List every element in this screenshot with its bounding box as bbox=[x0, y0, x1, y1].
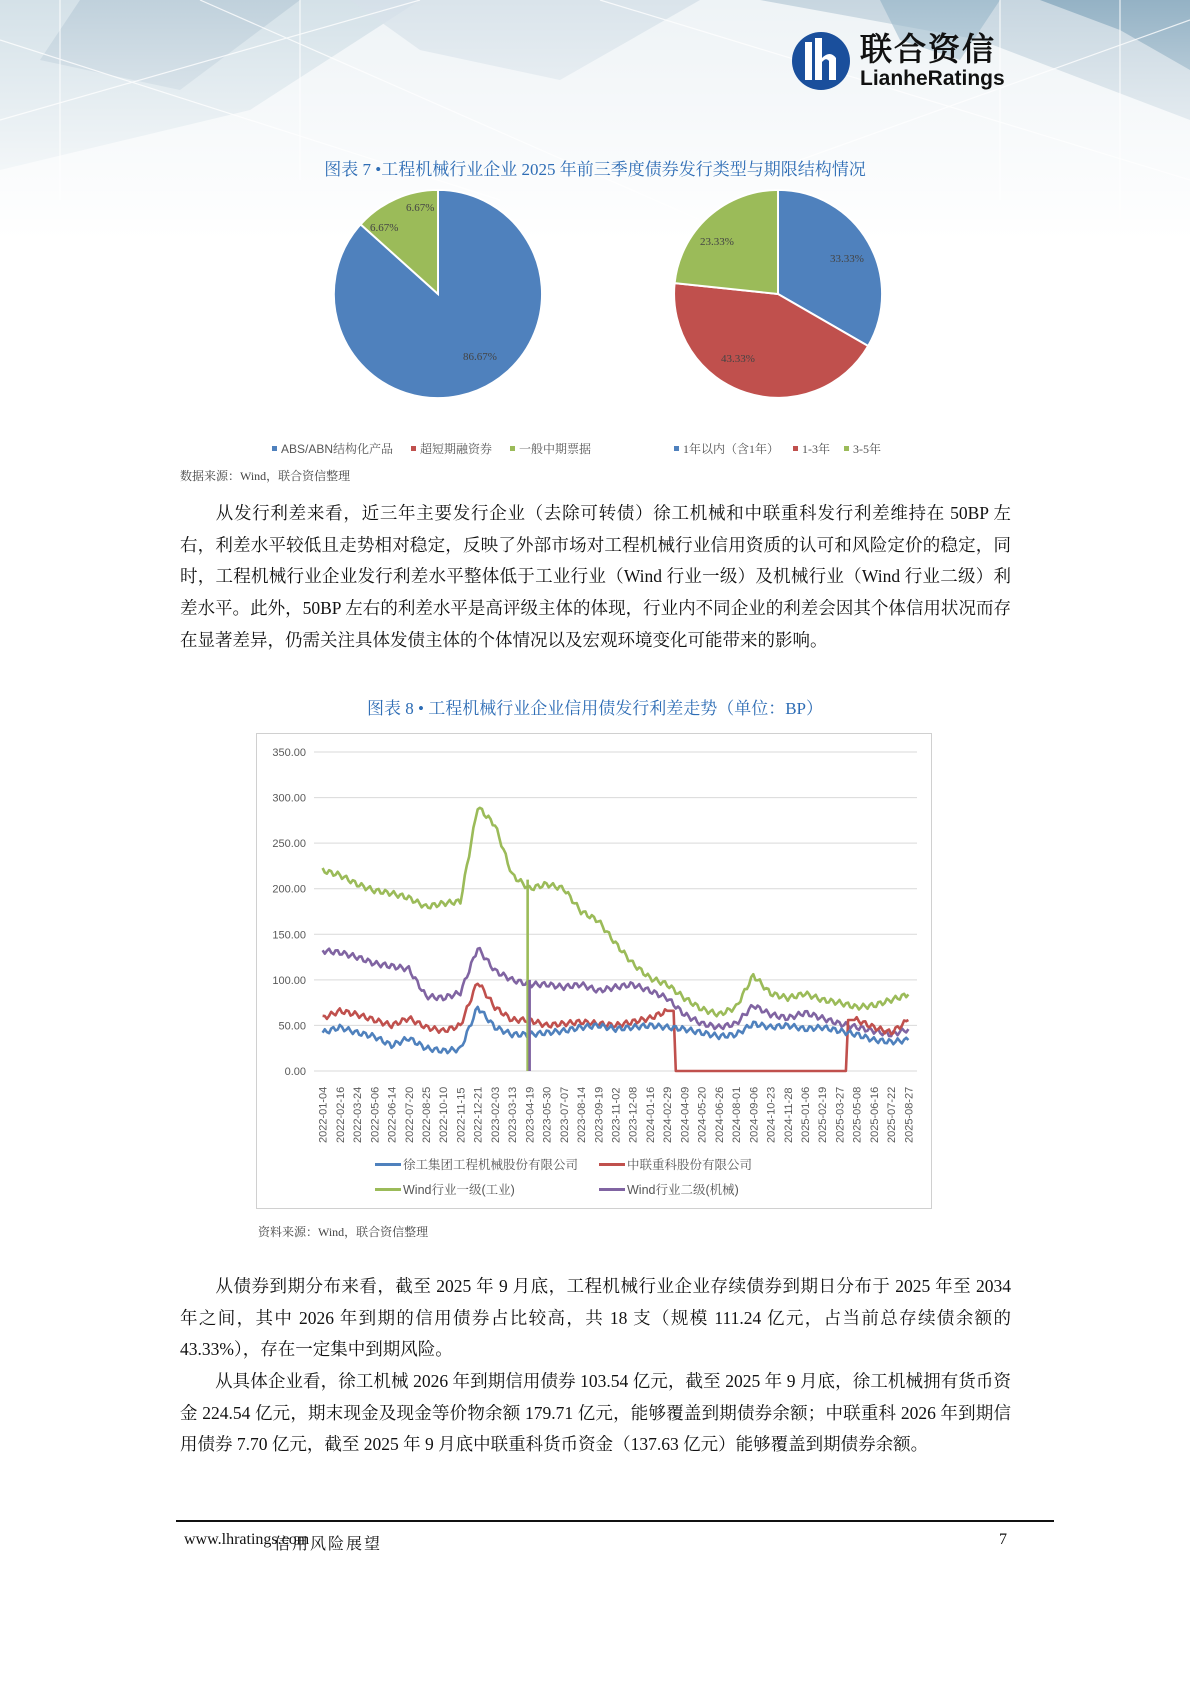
pie2-label-within-1y: 33.33% bbox=[830, 253, 864, 265]
y-tick-label: 150.00 bbox=[272, 929, 306, 942]
x-tick-label: 2024-10-23 bbox=[765, 1086, 778, 1143]
logo-chinese-name: 联合资信 bbox=[860, 30, 997, 68]
x-tick-label: 2025-08-27 bbox=[903, 1086, 916, 1143]
footer-divider bbox=[176, 1520, 1054, 1522]
paragraph-maturity-distribution: 从债券到期分布来看，截至 2025 年 9 月底，工程机械行业企业存续债券到期日分布于 2025 年至 2034 年之间，其中 2026 年到期的信用债券占比较高，共 18 支（规模 111.24 亿元，占当前总存续债余额的 43.33%），存在一定集中到期风险。 bbox=[180, 1276, 1011, 1360]
y-tick-label: 100.00 bbox=[272, 974, 306, 987]
legend-swatch-green bbox=[844, 446, 849, 451]
pie1-legend bbox=[272, 440, 591, 457]
x-tick-label: 2022-06-14 bbox=[386, 1086, 399, 1143]
x-tick-label: 2025-06-16 bbox=[868, 1086, 881, 1143]
x-tick-label: 2023-09-19 bbox=[593, 1086, 606, 1143]
y-tick-label: 200.00 bbox=[272, 883, 306, 896]
x-tick-label: 2024-05-20 bbox=[696, 1086, 709, 1143]
figure8-source: 资料来源：Wind，联合资信整理 bbox=[258, 1225, 429, 1239]
x-tick-label: 2022-03-24 bbox=[352, 1086, 365, 1143]
x-tick-label: 2024-09-06 bbox=[748, 1086, 761, 1143]
series-line bbox=[323, 1007, 909, 1053]
pie1-label-scp: 6.67% bbox=[370, 222, 399, 234]
x-tick-label: 2023-05-30 bbox=[541, 1086, 554, 1143]
legend-swatch-blue bbox=[674, 446, 679, 451]
x-tick-label: 2025-02-19 bbox=[817, 1086, 830, 1143]
legend-line-blue bbox=[375, 1163, 401, 1166]
page-number: 7 bbox=[999, 1531, 1007, 1548]
figure8-caption: 图表 8 • 工程机械行业企业信用债发行利差走势（单位：BP） bbox=[367, 699, 823, 718]
legend-item-3-5y: 3-5年 bbox=[844, 440, 881, 457]
legend-line-red bbox=[599, 1163, 625, 1166]
legend-item-mtn: 一般中期票据 bbox=[510, 440, 591, 457]
x-tick-label: 2022-01-04 bbox=[317, 1086, 330, 1143]
x-tick-label: 2023-08-14 bbox=[576, 1086, 589, 1143]
legend-item-within-1y: 1年以内（含1年） bbox=[674, 440, 779, 457]
x-tick-label: 2024-04-09 bbox=[679, 1086, 692, 1143]
paragraph-company-liquidity: 从具体企业看，徐工机械 2026 年到期信用债券 103.54 亿元，截至 2025 年 9 月底，徐工机械拥有货币资金 224.54 亿元，期末现金及现金等价物余额 179.71 亿元，能够覆盖到期债券余额；中联重科 2026 年到期信用债券 7.70 亿元，截至 2025 年 9 月底中联重科货币资金（137.63 亿元）能够覆盖到期债券余额。 bbox=[180, 1371, 1011, 1455]
legend-swatch-red bbox=[793, 446, 798, 451]
y-tick-label: 300.00 bbox=[272, 792, 306, 805]
logo-english-name: LianheRatings bbox=[860, 67, 1005, 90]
x-tick-label: 2024-06-26 bbox=[713, 1086, 726, 1143]
x-tick-label: 2025-05-08 bbox=[851, 1086, 864, 1143]
lianhe-ratings-logo bbox=[790, 30, 1005, 92]
y-tick-label: 0.00 bbox=[284, 1066, 306, 1078]
x-tick-label: 2022-08-25 bbox=[420, 1086, 433, 1143]
spread-trend-line-chart bbox=[256, 733, 932, 1209]
legend-item-xcmg: 徐工集团工程机械股份有限公司 bbox=[375, 1155, 578, 1173]
pie2-legend bbox=[674, 440, 881, 457]
header-background-pattern bbox=[0, 0, 1190, 240]
figure7-caption: 图表 7 •工程机械行业企业 2025 年前三季度债券发行类型与期限结构情况 bbox=[324, 160, 866, 179]
x-tick-label: 2022-07-20 bbox=[403, 1086, 416, 1143]
maturity-structure-pie-chart bbox=[670, 186, 886, 402]
x-tick-label: 2022-12-21 bbox=[472, 1086, 485, 1143]
bond-type-pie-chart bbox=[330, 186, 546, 402]
legend-item-scp: 超短期融资券 bbox=[411, 440, 492, 457]
legend-item-1-3y: 1-3年 bbox=[793, 440, 830, 457]
y-tick-label: 350.00 bbox=[272, 747, 306, 759]
y-tick-label: 50.00 bbox=[278, 1020, 306, 1033]
pie2-label-1-3y: 43.33% bbox=[721, 353, 755, 365]
x-tick-label: 2023-07-07 bbox=[558, 1086, 571, 1143]
x-tick-label: 2023-12-08 bbox=[627, 1086, 640, 1143]
x-tick-label: 2025-01-06 bbox=[800, 1086, 813, 1143]
x-tick-label: 2024-11-28 bbox=[782, 1087, 795, 1143]
legend-item-wind-machinery: Wind行业二级(机械) bbox=[599, 1180, 739, 1198]
pie1-label-abs: 86.67% bbox=[463, 351, 497, 363]
x-tick-label: 2023-02-03 bbox=[489, 1086, 502, 1143]
pie1-label-mtn: 6.67% bbox=[406, 202, 435, 214]
legend-item-abs-abn: ABS/ABN结构化产品 bbox=[272, 440, 393, 457]
figure7-source: 数据来源：Wind，联合资信整理 bbox=[180, 469, 351, 483]
footer-website-link[interactable]: www.lhratings.com bbox=[184, 1531, 310, 1548]
x-tick-label: 2023-03-13 bbox=[507, 1086, 520, 1143]
x-tick-label: 2022-11-15 bbox=[455, 1087, 468, 1143]
x-tick-label: 2025-07-22 bbox=[886, 1086, 899, 1143]
x-tick-label: 2024-02-29 bbox=[662, 1086, 675, 1143]
legend-item-zoomlion: 中联重科股份有限公司 bbox=[599, 1155, 752, 1173]
x-tick-label: 2022-05-06 bbox=[369, 1086, 382, 1143]
x-tick-label: 2023-04-19 bbox=[524, 1086, 537, 1143]
line-chart-plot bbox=[257, 734, 933, 1210]
series-line bbox=[323, 948, 909, 1036]
legend-swatch-blue bbox=[272, 446, 277, 451]
legend-line-purple bbox=[599, 1188, 625, 1191]
legend-swatch-green bbox=[510, 446, 515, 451]
legend-swatch-red bbox=[411, 446, 416, 451]
y-tick-label: 250.00 bbox=[272, 838, 306, 851]
legend-item-wind-industrial: Wind行业一级(工业) bbox=[375, 1180, 515, 1198]
legend-line-green bbox=[375, 1188, 401, 1191]
x-tick-label: 2023-11-02 bbox=[610, 1087, 623, 1143]
lh-logo-icon bbox=[790, 30, 852, 92]
x-tick-label: 2024-01-16 bbox=[644, 1086, 657, 1143]
x-tick-label: 2024-08-01 bbox=[731, 1086, 744, 1143]
footer-publication-title: 信用风险展望 bbox=[274, 1536, 383, 1553]
pie2-label-3-5y: 23.33% bbox=[700, 236, 734, 248]
x-tick-label: 2025-03-27 bbox=[834, 1086, 847, 1143]
x-tick-label: 2022-10-10 bbox=[438, 1086, 451, 1143]
paragraph-issuance-spread: 从发行利差来看，近三年主要发行企业（去除可转债）徐工机械和中联重科发行利差维持在 50BP 左右，利差水平较低且走势相对稳定，反映了外部市场对工程机械行业信用资质的认可和风险定价的稳定，同时，工程机械行业企业发行利差水平整体低于工业行业（Wind 行业一级）及机械行业（Wind 行业二级）利差水平。此外，50BP 左右的利差水平是高评级主体的体现，行业内不同企业的利差会因其个体信用状况而存在显著差异，仍需关注具体发债主体的个体情况以及宏观环境变化可能带来的影响。 bbox=[180, 503, 1011, 650]
x-tick-label: 2022-02-16 bbox=[334, 1086, 347, 1143]
